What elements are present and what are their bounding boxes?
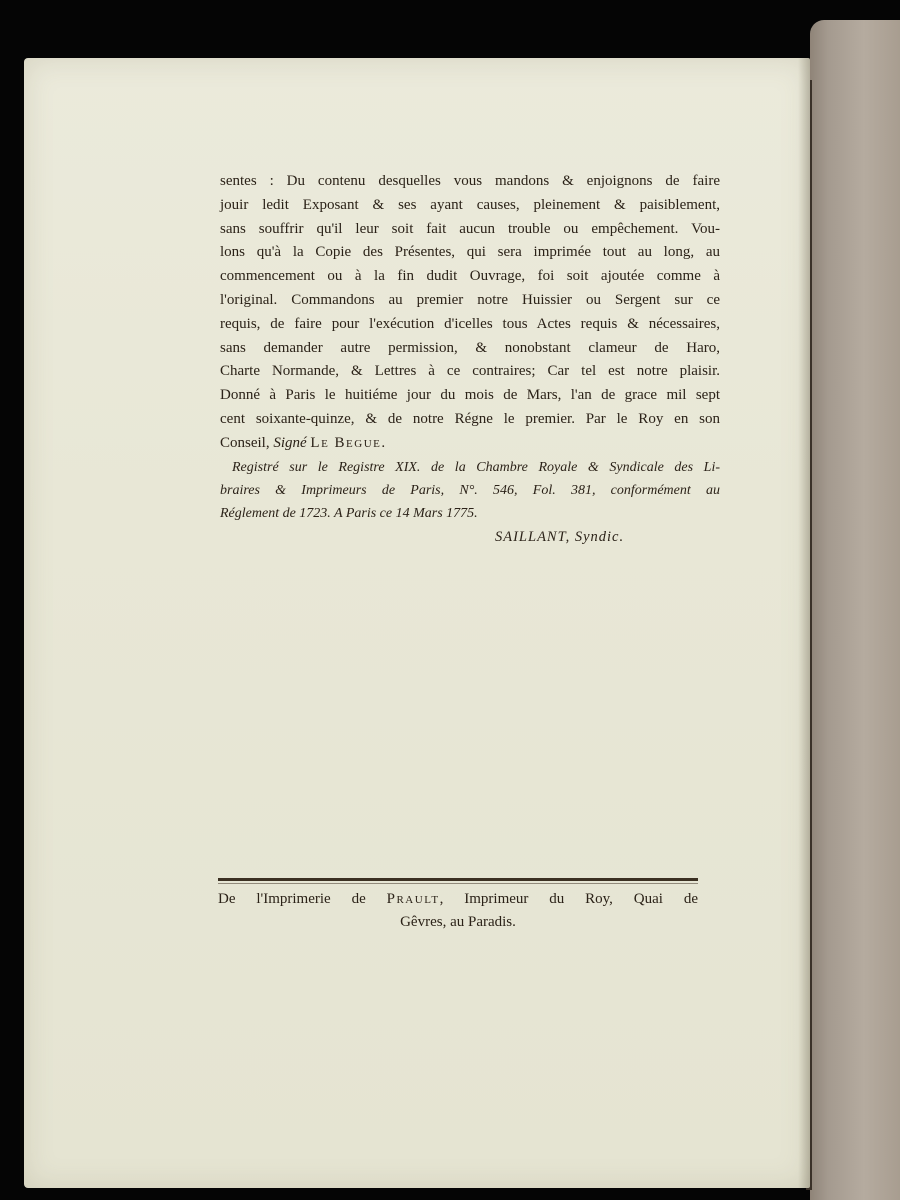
printer-name: Prault [386, 891, 440, 907]
imprint-line-2: Gêvres, au Paradis. [400, 914, 516, 930]
signe-word: Signé [273, 434, 307, 451]
registration-note [220, 456, 720, 525]
signatory-name: Le Begue. [310, 434, 387, 451]
registre-line: braires & Imprimeurs de Paris, N°. 546, Fol. 381, conformément au [220, 483, 720, 498]
body-line: jouir ledit Exposant & ses ayant causes, pleinement & paisiblement, [220, 196, 720, 213]
registre-line: Réglement de 1723. A Paris ce 14 Mars 1775. [220, 506, 478, 521]
book-cover [810, 20, 900, 1200]
body-line: lons qu'à la Copie des Présentes, qui sera imprimée tout au long, au [220, 244, 720, 261]
body-line: commencement ou à la fin dudit Ouvrage, foi soit ajoutée comme à [220, 268, 720, 285]
privilege-text [220, 170, 720, 456]
body-line: Donné à Paris le huitiéme jour du mois de Mars, l'an de grace mil sept [220, 387, 720, 404]
closing-prefix: Conseil, [220, 434, 274, 451]
body-line: sans demander autre permission, & nonobstant clameur de Haro, [220, 339, 720, 356]
closing-line [220, 432, 720, 456]
imprint-rule [218, 878, 698, 881]
body-line: l'original. Commandons au premier notre Huissier ou Sergent sur ce [220, 291, 720, 308]
body-line: cent soixante-quinze, & de notre Régne le premier. Par le Roy en son [220, 410, 720, 427]
syndic-title: Syndic. [574, 529, 625, 545]
body-line: Charte Normande, & Lettres à ce contraires; Car tel est notre plaisir. [220, 363, 720, 380]
body-line: requis, de faire pour l'exécution d'icelles tous Actes requis & nécessaires, [220, 315, 720, 332]
syndic-signature [495, 529, 624, 546]
registre-line: Registré sur le Registre XIX. de la Chambre Royale & Syndicale des Li- [232, 460, 720, 475]
body-line: sentes : Du contenu desquelles vous mandons & enjoignons de faire [220, 173, 720, 189]
imprint-prefix: De l'Imprimerie de [218, 891, 387, 907]
imprint-line-1 [218, 888, 698, 911]
syndic-name: SAILLANT, [495, 529, 571, 545]
imprint [218, 888, 698, 934]
body-line: sans souffrir qu'il leur soit fait aucun trouble ou empêchement. Vou- [220, 220, 720, 237]
imprint-suffix: , Imprimeur du Roy, Quai de [439, 891, 698, 907]
